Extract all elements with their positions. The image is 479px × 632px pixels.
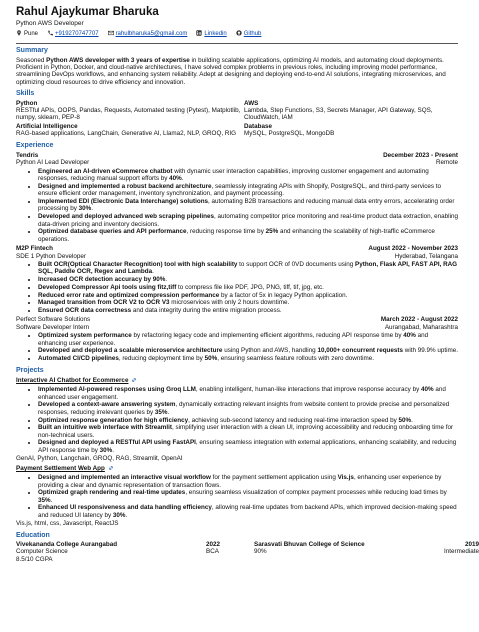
bullet-metric: Python, Flask API, FAST API, RAG SQL, Paddle OCR, Regex and Lambda [38,261,458,276]
contact-link[interactable]: rahulbharuka5@gmail.com [115,31,188,38]
skills-heading: Skills [16,90,35,98]
bullet-metric: 35% [154,408,168,416]
bullet-item [38,489,458,504]
phone-icon [47,30,53,39]
job-header [16,245,458,252]
job-dates: March 2022 - August 2022 [380,316,458,324]
bullet-text-end: . [152,268,154,276]
bullet-text: , ensuring seamless integration with external applications, enhancing scalability, and reducing API response time by [38,439,457,454]
project-title[interactable] [16,465,458,473]
job-entry [16,152,458,243]
experience-list [16,152,458,363]
edu-school: Vivekananda College Aurangabad [16,540,118,548]
job-role: Software Developer Intern [16,323,90,331]
bullet-highlight: Built OCR(Optical Character Recognition) tool with high scalability [38,261,238,269]
bullet-text-end: . [112,446,114,454]
projects-heading: Projects [16,366,44,374]
bullet-highlight: Built an intuitive web interface with Streamlit [38,424,173,432]
bullet-item [38,504,458,519]
bullet-item [38,386,458,401]
job-entry [16,245,458,314]
contact-link[interactable]: Linkedin [204,31,227,38]
contact-link[interactable]: Github [243,31,262,38]
edu-year: 2022 [206,540,221,548]
bullet-highlight: Enhanced UI responsiveness and data handling efficiency [38,504,212,512]
bullet-highlight: Increased OCR detection accuracy by 90% [38,276,166,284]
bullet-highlight: Optimized database queries and API performance [38,228,187,236]
job-subheader [16,159,458,166]
bullet-text-end: , enhancing user experience by providing a clear and dynamic representation of transaction flows. [38,474,442,489]
edu-school: Sarasvati Bhuvan College of Science [254,540,365,548]
link-icon[interactable] [131,377,137,385]
job-bullets [16,168,458,243]
bullet-item [38,417,458,424]
job-subheader [16,324,458,331]
skill-list: Lambda, Step Functions, S3, Secrets Manager, API Gateway, SQS, CloudWatch, IAM [244,106,433,122]
bullet-item [38,183,458,198]
contact-link[interactable]: +919270747707 [55,31,99,38]
skill-list: RAG-based applications, LangChain, Generative AI, Llama2, NLP, GROQ, RIG [16,130,237,138]
bullet-metric: 25% [265,228,279,236]
email-icon [108,30,114,39]
project-bullets [16,386,458,454]
bullet-text: to compress file like PDF, JPG, PNG, tiff, tif, jpg, etc. [176,283,324,291]
project-title[interactable] [16,377,458,385]
bullet-text-end: , ensuring seamless feature rollouts with zero downtime. [217,355,374,363]
bullet-metric: 40% [169,175,182,183]
bullet-text: , seamlessly integrating APIs with Shopify, PostgreSQL, and third-party services to ensure efficient order management, inventory synchronization, and payment processing. [38,182,442,198]
project-name[interactable]: Interactive AI Chatbot for Ecommerce [16,377,129,385]
bullet-highlight: Designed and implemented an interactive visual workflow [38,474,211,482]
edu-degree: 90% [254,548,267,556]
bullet-metric: 30% [112,511,126,519]
edu-year: 2019 [465,540,479,548]
bullet-highlight: Optimized response generation for high efficiency [38,416,189,424]
bullet-item [38,439,458,454]
github-icon [236,30,242,39]
bullet-text: using Python and AWS, handling [222,347,318,355]
job-header [16,316,458,323]
bullet-highlight: Designed and implemented a robust backend architecture [38,182,212,190]
bullet-text: microservices with only 2 hours downtime. [169,299,290,307]
project-name[interactable]: Payment Settlement Web App [16,465,105,473]
job-location: Aurangabad, Maharashtra [384,323,458,331]
bullet-item [38,347,458,354]
bullet-item [38,213,458,228]
edu-degree: Computer Science [16,548,68,556]
bullet-metric: 30% [99,446,113,454]
job-dates: August 2022 - November 2023 [368,245,458,253]
bullet-text: , ensuring seamless visualization of complex payment processes while reducing load times by [185,489,447,497]
bullet-metric: 40% [403,332,416,340]
bullet-highlight: Optimized system performance [38,332,132,340]
pin-icon [16,30,22,39]
bullet-item [38,299,458,306]
contact-item[interactable] [47,30,99,39]
project-tech: Vis.js, html, css, Javascript, ReactJS [16,520,119,528]
bullet-text-end: and enhancing user experience. [38,332,429,347]
bullet-text: , automating B2B transactions and reducing manual data entry errors, accelerating order processing by [38,198,455,213]
bullet-highlight: Developed and deployed a scalable microservice architecture [38,347,223,355]
bullet-text: , allowing real-time updates from backend APIs, which improved decision-making speed and reduced UI latency by [38,504,457,519]
skill-title: Artificial Intelligence [16,122,78,130]
job-bullets [16,261,458,314]
bullet-text: , reducing deployment time by [118,355,205,363]
bullet-metric: Vis.js [337,474,354,482]
edu-grade: BCA [206,548,219,556]
summary-heading: Summary [16,47,48,55]
bullet-highlight: Developed a context-aware answering system [38,401,176,409]
bullet-text: , achieving sub-second latency and reducing real-time interaction speed by [188,416,399,424]
bullet-text-end: and enhanced user engagement. [38,386,446,401]
bullet-item [38,168,458,183]
job-location: Remote [435,159,458,167]
bullet-text: , reducing response time by [186,228,266,236]
project-bullets [16,474,458,519]
bullet-highlight: Implemented EDI (Electronic Data Interchange) solutions [38,198,209,206]
bullet-metric: 30% [78,205,92,213]
bullet-highlight: Designed and deployed a RESTful API using FastAPI [38,439,196,447]
job-role: SDE 1 Python Developer [16,252,87,260]
job-subheader [16,253,458,260]
skills-grid [16,100,458,138]
job-entry [16,316,458,362]
job-header [16,152,458,159]
bullet-item [38,474,458,489]
bullet-highlight: Reduced error rate and optimized compression performance [38,291,220,299]
bullet-text: and data integrity during the entire migration process. [131,307,282,315]
bullet-highlight: Implemented AI-powered responses using Groq LLM [38,386,196,394]
bullet-text-end: with 99.9% uptime. [403,347,458,355]
bullet-metric: 40% [420,386,434,394]
contact-item [16,30,38,39]
bullet-text: to support OCR of 0VD documents using [237,261,356,269]
bullet-highlight: Ensured OCR data correctness [38,307,132,315]
bullet-metric: 50% [204,355,218,363]
job-company: Perfect Software Solutions [16,316,91,324]
skill-title: Database [244,122,273,130]
skill-list: RESTful APIs, OOPS, Pandas, Requests, Automated testing (Pytest), Matplotlib, numpy, sklearn, PEP-8 [16,106,241,122]
job-company: Tendris [16,151,39,159]
experience-heading: Experience [16,141,54,149]
bullet-item [38,276,458,283]
bullet-item [38,424,458,439]
bullet-text: with dynamic user interaction capabilities, improving customer engagement and automating responses, reducing manual support efforts by [38,167,429,183]
skill-list: MySQL, PostgreSQL, MongoDB [244,130,335,138]
project-tech: GenAI, Python, Langchain, GROQ, RAG, Streamlit, OpenAI [16,455,183,463]
bullet-text: . [165,276,168,284]
contact-item[interactable] [196,30,226,39]
skill-title: AWS [244,99,259,107]
candidate-title: Python AWS Developer [16,19,84,27]
bullet-text-end: . [50,496,53,504]
bullet-highlight: Managed transition from OCR V2 to OCR V3 [38,299,170,307]
bullet-highlight: Engineered an AI-driven eCommerce chatbot [38,167,173,175]
header-divider [16,43,458,44]
bullet-text: , enabling intelligent, human-like interactions that improve response accuracy by [195,386,421,394]
bullet-text-end: . [181,175,184,183]
job-location: Hyderabad, Telangana [394,252,458,260]
bullet-item [38,198,458,213]
bullet-text: by a factor of 5x in legacy Python application. [219,291,348,299]
job-bullets [16,332,458,362]
bullet-item [38,332,458,347]
education-heading: Education [16,531,50,539]
skill-group [16,123,244,138]
link-icon[interactable] [108,465,114,473]
bullet-text-end: and enhancing the scalability of high-traffic eCommerce operations. [38,228,435,243]
bullet-item [38,355,458,362]
job-role: Python AI Lead Developer [16,159,90,167]
contact-text: Pune [24,31,39,38]
contact-item[interactable] [108,30,188,39]
skill-title: Python [16,99,38,107]
bullet-item [38,307,458,314]
edu-cgpa: 8.5/10 CGPA [16,555,53,563]
job-dates: December 2023 - Present [383,151,458,159]
bullet-highlight: Automated CI/CD pipelines [38,355,119,363]
bullet-text-end: . [411,416,413,424]
bullet-item [38,401,458,416]
bullet-text: , dynamically extracting relevant insights from website content to provide precise and personalized responses, reducing irrelevant queries by [38,401,450,416]
bullet-item [38,228,458,243]
edu-grade: Intermediate [444,548,479,556]
bullet-text: for the payment settlement application using [210,474,338,482]
bullet-item [38,292,458,299]
bullet-text: , automating competitor price monitoring and real-time product data extraction, enabling data-driven pricing and inventory decisions. [38,213,458,228]
job-company: M2P Fintech [16,245,53,253]
candidate-name: Rahul Ajaykumar Bharuka [16,6,159,18]
bullet-metric: 50% [398,416,412,424]
bullet-highlight: Optimized graph rendering and real-time updates [38,489,186,497]
contact-item[interactable] [236,30,262,39]
bullet-text-end: . [91,205,93,213]
bullet-metric: 10,000+ concurrent requests [317,347,404,355]
linkedin-icon [196,30,202,39]
summary-text: Seasoned Python AWS developer with 3 years of expertise in building scalable applications, optimizing AI models, and automating cloud deployments. Proficient in Python, Docker, and cloud-native architectures, I have solved complex problems in previous roles, including improving model performance, streamlining DevOps workflows, and enhancing system reliability. Adept at designing and deploying end-to-end AI solutions, integrating microservices, and optimizing cloud resources to drive efficiency and innovation. [16,56,446,86]
contact-bar [16,30,458,39]
bullet-metric: 35% [38,496,51,504]
bullet-item [38,261,458,276]
bullet-text: by refactoring legacy code and implementing efficient algorithms, reducing API response time by [131,332,404,340]
bullet-highlight: Developed Compressor Api tools using fitz,tiff [38,283,177,291]
bullet-text-end: . [125,511,128,519]
skill-group [16,100,244,122]
skill-group [244,123,458,138]
education-grid [16,540,479,563]
bullet-item [38,284,458,291]
bullet-text-end: . [167,408,170,416]
bullet-text: , simplifying user interaction with a clean UI, improving accessibility and reducing onboarding time for non-technical users. [38,424,454,439]
projects-list [16,377,458,528]
skill-group [244,100,458,122]
bullet-highlight: Developed and deployed advanced web scraping pipelines [38,213,215,221]
